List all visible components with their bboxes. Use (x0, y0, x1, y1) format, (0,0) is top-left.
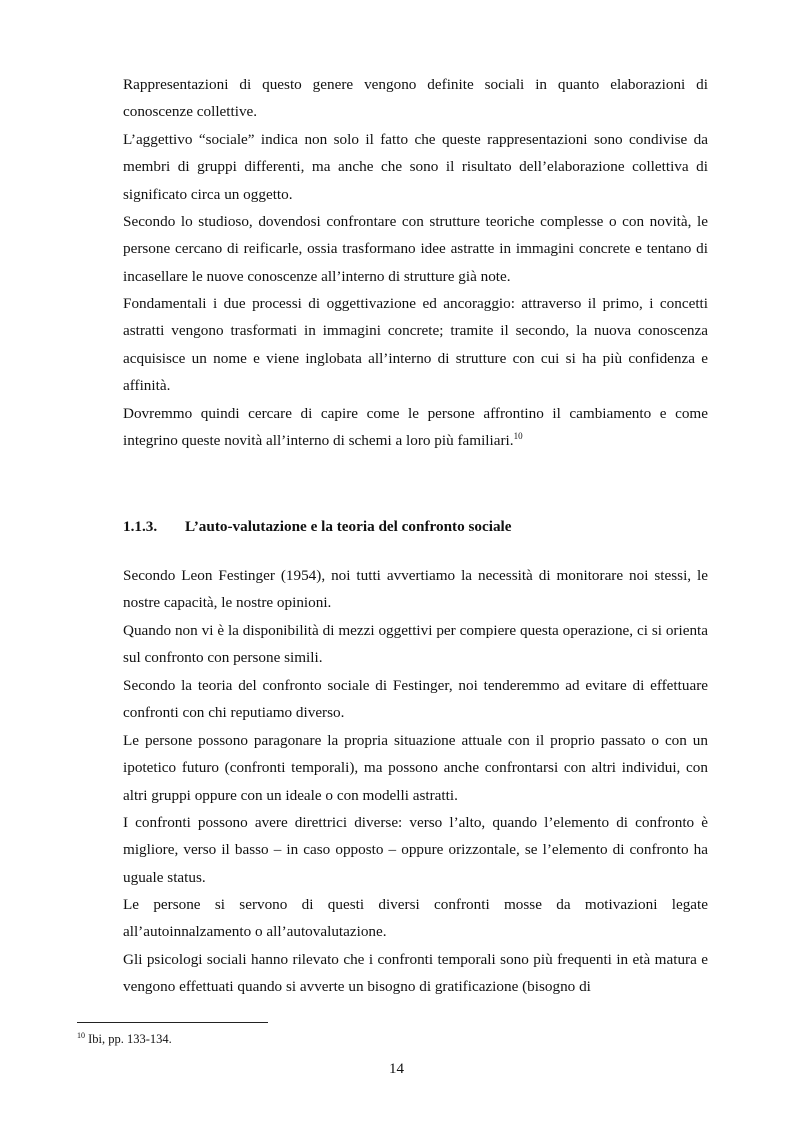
footnote-number: 10 (77, 1030, 85, 1040)
footnote-reference: 10 (513, 431, 523, 442)
paragraph: I confronti possono avere direttrici diverse: verso l’alto, quando l’elemento di confronto è migliore, verso il basso – in caso opposto – oppure orizzontale, se l’elemento di confronto ha uguale status. (123, 814, 708, 886)
section-heading (123, 516, 512, 538)
paragraph: Fondamentali i due processi di oggettivazione ed ancoraggio: attraverso il primo, i concetti astratti vengono trasformati in immagini concrete; tramite il secondo, la nuova conoscenza acquisisce un nome e viene inglobata all’interno di strutture con cui si ha più confidenza e affinità. (123, 295, 708, 395)
footnote-divider (77, 1022, 268, 1023)
footnote-text: Ibi, pp. 133-134. (88, 1032, 172, 1046)
paragraph: Le persone possono paragonare la propria situazione attuale con il proprio passato o con un ipotetico futuro (confronti temporali), ma possono anche confrontarsi con altri individui, con altri gruppi oppure con un ideale o con modelli astratti. (123, 732, 708, 804)
paragraph-text: Dovremmo quindi cercare di capire come le persone affrontino il cambiamento e come integrino queste novità all’interno di schemi a loro più familiari. (123, 405, 708, 450)
paragraph: Quando non vi è la disponibilità di mezzi oggettivi per compiere questa operazione, ci si orienta sul confronto con persone simili. (123, 622, 708, 667)
paragraph: Secondo Leon Festinger (1954), noi tutti avvertiamo la necessità di monitorare noi stessi, le nostre capacità, le nostre opinioni. (123, 567, 708, 612)
section-title: L’auto-valutazione e la teoria del confronto sociale (185, 518, 512, 535)
page-number: 14 (389, 1061, 404, 1077)
paragraph: Gli psicologi sociali hanno rilevato che i confronti temporali sono più frequenti in età matura e vengono effettuati quando si avverte un bisogno di gratificazione (bisogno di (123, 951, 708, 996)
paragraph: Secondo lo studioso, dovendosi confrontare con strutture teoriche complesse o con novità, le persone cercano di reificarle, ossia trasformano idee astratte in immagini concrete e tentano di incasellare le nuove conoscenze all’interno di strutture già note. (123, 213, 708, 285)
paragraph: Secondo la teoria del confronto sociale di Festinger, noi tenderemmo ad evitare di effettuare confronti con chi reputiamo diverso. (123, 677, 708, 722)
paragraph: Rappresentazioni di questo genere vengono definite sociali in quanto elaborazioni di conoscenze collettive. (123, 76, 708, 121)
section-number: 1.1.3. (123, 518, 158, 535)
paragraph: L’aggettivo “sociale” indica non solo il fatto che queste rappresentazioni sono condivise da membri di gruppi differenti, ma anche che sono il risultato dell’elaborazione collettiva di significato circa un oggetto. (123, 131, 708, 203)
footnote (77, 1031, 172, 1047)
paragraph (123, 400, 708, 455)
paragraph: Le persone si servono di questi diversi confronti mosse da motivazioni legate all’autoinnalzamento o all’autovalutazione. (123, 896, 708, 941)
